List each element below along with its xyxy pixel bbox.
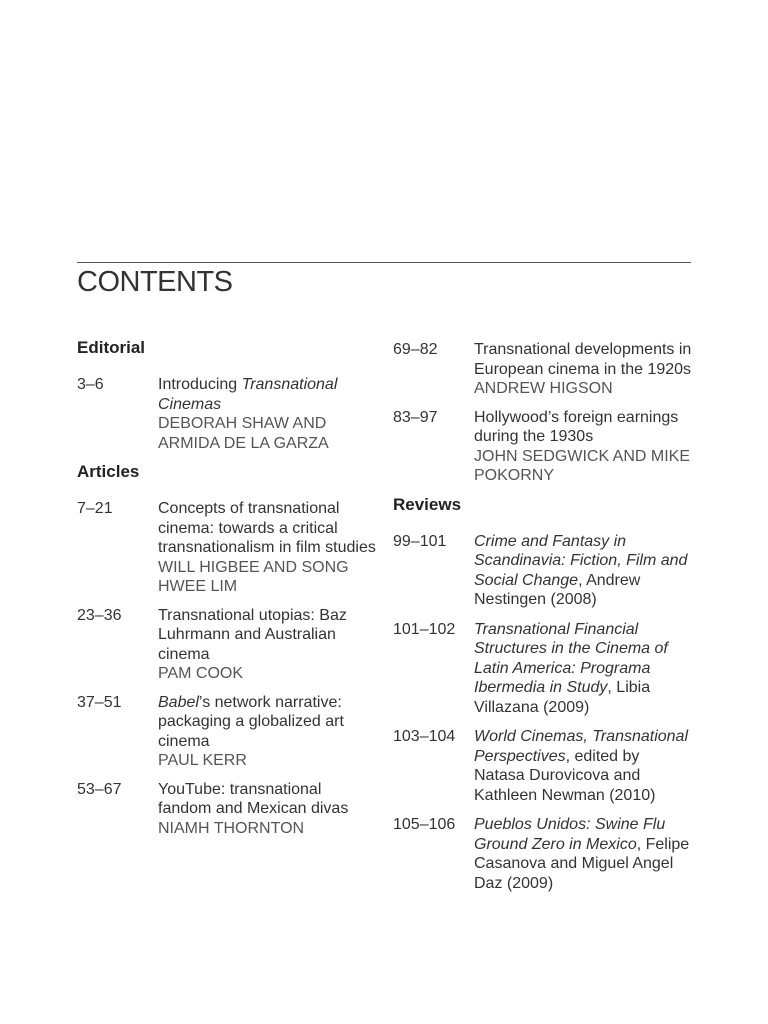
title-text: Hollywood’s foreign earnings during the 1930s bbox=[474, 408, 679, 445]
page-range: 105–106 bbox=[393, 816, 456, 833]
entry-title[interactable] bbox=[158, 606, 377, 665]
entry-text bbox=[474, 620, 693, 718]
entry-text bbox=[474, 408, 693, 486]
page-range: 3–6 bbox=[77, 376, 104, 393]
title-italic: Pueblos Unidos: Swine Flu Ground Zero in Mexico bbox=[474, 816, 666, 853]
entry-title[interactable] bbox=[158, 499, 377, 558]
entry-title[interactable] bbox=[474, 532, 693, 610]
entry-title[interactable] bbox=[474, 408, 693, 447]
page-range: 103–104 bbox=[393, 728, 456, 745]
review-entry bbox=[393, 727, 693, 805]
entry-title[interactable] bbox=[474, 727, 693, 805]
contents-entry bbox=[393, 340, 693, 399]
contents-entry bbox=[77, 375, 377, 453]
title-text: Transnational utopias: Baz Luhrmann and Australian cinema bbox=[158, 606, 347, 663]
section-heading-reviews: Reviews bbox=[393, 494, 462, 514]
review-entry bbox=[393, 815, 693, 893]
title-italic: World Cinemas, Transnational Perspectives bbox=[474, 728, 689, 765]
page-range: 99–101 bbox=[393, 532, 447, 550]
title-text: YouTube: transnational fandom and Mexican divas bbox=[158, 780, 349, 817]
title-text: Concepts of transnational cinema: towards a critical transnationalism in film studies bbox=[158, 500, 376, 556]
contents-entry bbox=[77, 499, 377, 597]
entry-title[interactable] bbox=[158, 693, 377, 752]
page-range: 69–82 bbox=[393, 341, 438, 358]
entry-title[interactable] bbox=[474, 340, 693, 379]
title-italic: Transnational Financial Structures in the Cinema of Latin America: Programa Ibermedia in Study bbox=[474, 620, 668, 696]
entry-text bbox=[158, 375, 377, 453]
entry-title[interactable] bbox=[474, 620, 693, 718]
section-heading-articles: Articles bbox=[77, 462, 140, 481]
page-range: 7–21 bbox=[77, 500, 113, 517]
entry-title[interactable] bbox=[474, 815, 693, 893]
title-suffix: , Libia Villazana (2009) bbox=[474, 679, 651, 716]
entry-author: WILL HIGBEE AND SONG HWEE LIM bbox=[158, 558, 349, 595]
entry-text bbox=[474, 340, 693, 399]
contents-left-column bbox=[77, 338, 377, 847]
title-italic: Transnational Cinemas bbox=[158, 376, 338, 413]
entry-text bbox=[474, 815, 693, 893]
page-range: 37–51 bbox=[77, 693, 122, 711]
page-title: CONTENTS bbox=[77, 266, 233, 298]
entry-title[interactable] bbox=[158, 780, 377, 819]
contents-entry bbox=[393, 408, 693, 486]
title-text: Introducing bbox=[158, 376, 242, 393]
section-heading-editorial: Editorial bbox=[77, 338, 146, 357]
contents-entry bbox=[77, 606, 377, 684]
entry-text bbox=[474, 727, 693, 805]
entry-title[interactable] bbox=[158, 375, 377, 414]
entry-author: ANDREW HIGSON bbox=[474, 380, 613, 397]
entry-text bbox=[474, 532, 693, 610]
entry-text bbox=[158, 606, 377, 684]
entry-text bbox=[158, 780, 377, 839]
contents-entry bbox=[77, 693, 377, 771]
title-suffix: , Felipe Casanova and Miguel Angel Daz (2009) bbox=[474, 835, 690, 892]
title-suffix: ’s network narrative: packaging a globalized art cinema bbox=[158, 693, 344, 750]
entry-author: PAM COOK bbox=[158, 665, 244, 682]
title-italic: Crime and Fantasy in Scandinavia: Fiction, Film and Social Change bbox=[474, 532, 688, 589]
entry-text bbox=[158, 499, 377, 597]
title-italic: Babel bbox=[158, 693, 199, 711]
title-suffix: , edited by Natasa Durovicova and Kathleen Newman (2010) bbox=[474, 747, 656, 804]
entry-author: DEBORAH SHAW AND ARMIDA DE LA GARZA bbox=[158, 415, 329, 452]
page-range: 53–67 bbox=[77, 780, 122, 798]
review-entry bbox=[393, 532, 693, 610]
contents-entry bbox=[77, 780, 377, 839]
entry-author: NIAMH THORNTON bbox=[158, 819, 305, 837]
title-text: Transnational developments in European cinema in the 1920s bbox=[474, 341, 692, 378]
entry-text bbox=[158, 693, 377, 771]
title-suffix: , Andrew Nestingen (2008) bbox=[474, 571, 641, 608]
page-range: 23–36 bbox=[77, 606, 122, 624]
contents-right-column bbox=[393, 340, 693, 903]
page-range: 83–97 bbox=[393, 408, 438, 426]
review-entry bbox=[393, 620, 693, 718]
entry-author: PAUL KERR bbox=[158, 752, 247, 769]
header-rule bbox=[77, 262, 691, 263]
entry-author: JOHN SEDGWICK AND MIKE POKORNY bbox=[474, 447, 691, 484]
page-range: 101–102 bbox=[393, 620, 456, 638]
